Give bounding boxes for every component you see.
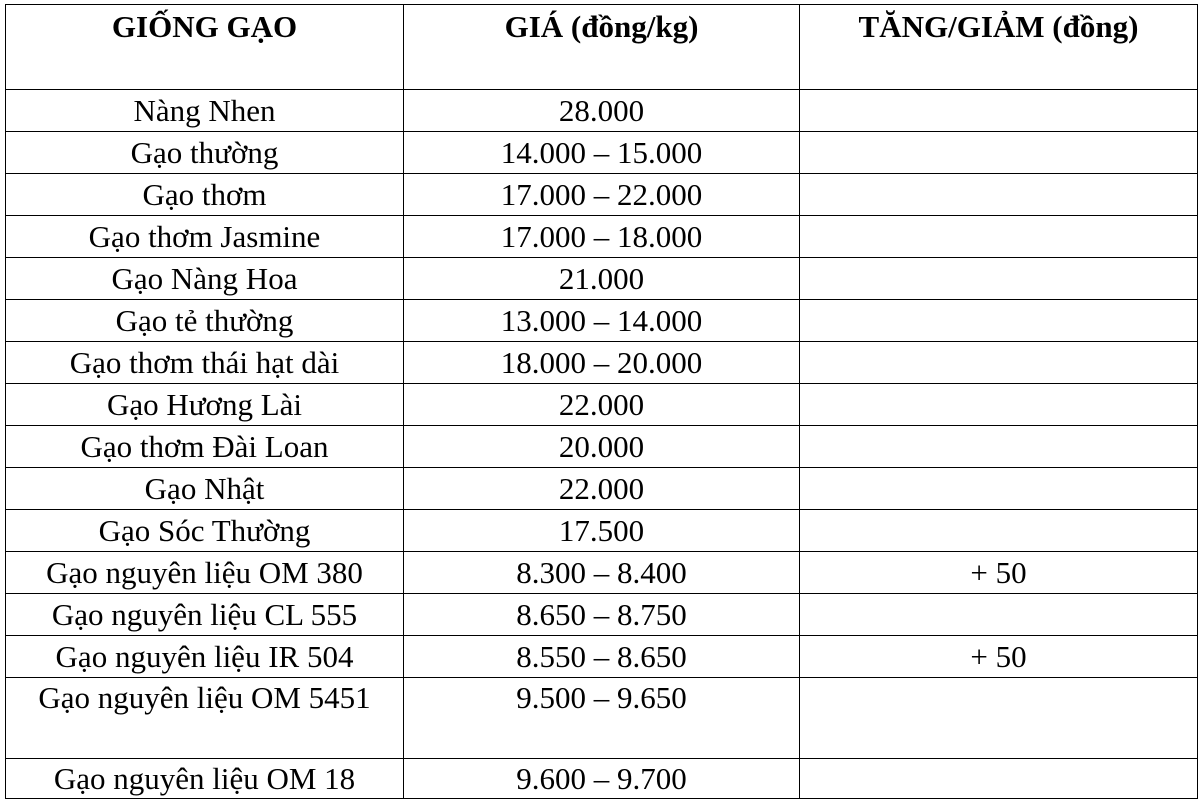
rice-price-table: [5, 4, 1198, 799]
table-row: [6, 510, 1198, 552]
price-cell: 9.500 – 9.650: [404, 678, 800, 759]
variety-cell: Gạo thường: [6, 132, 404, 174]
table-row: [6, 90, 1198, 132]
change-cell: + 50: [800, 636, 1198, 678]
price-cell: 22.000: [404, 384, 800, 426]
change-cell: [800, 300, 1198, 342]
header-price: GIÁ (đồng/kg): [404, 5, 800, 90]
header-variety: GIỐNG GẠO: [6, 5, 404, 90]
table-row: [6, 258, 1198, 300]
change-cell: [800, 510, 1198, 552]
table-row: [6, 384, 1198, 426]
change-cell: [800, 594, 1198, 636]
price-cell: 17.500: [404, 510, 800, 552]
price-cell: 9.600 – 9.700: [404, 759, 800, 799]
price-cell: 21.000: [404, 258, 800, 300]
variety-cell: Nàng Nhen: [6, 90, 404, 132]
change-cell: [800, 342, 1198, 384]
table-row: [6, 132, 1198, 174]
variety-cell: Gạo tẻ thường: [6, 300, 404, 342]
price-cell: 17.000 – 22.000: [404, 174, 800, 216]
header-row: [6, 5, 1198, 90]
price-cell: 28.000: [404, 90, 800, 132]
price-cell: 8.550 – 8.650: [404, 636, 800, 678]
table-row: [6, 678, 1198, 759]
table-row: [6, 342, 1198, 384]
variety-cell: Gạo thơm: [6, 174, 404, 216]
table-row: [6, 759, 1198, 799]
change-cell: [800, 258, 1198, 300]
variety-cell: Gạo thơm thái hạt dài: [6, 342, 404, 384]
change-cell: [800, 174, 1198, 216]
change-cell: [800, 132, 1198, 174]
table-row: [6, 174, 1198, 216]
variety-cell: Gạo thơm Đài Loan: [6, 426, 404, 468]
table-row: [6, 636, 1198, 678]
change-cell: [800, 678, 1198, 759]
table-row: [6, 300, 1198, 342]
table-row: [6, 594, 1198, 636]
change-cell: [800, 759, 1198, 799]
change-cell: [800, 468, 1198, 510]
variety-cell: Gạo nguyên liệu CL 555: [6, 594, 404, 636]
table-row: [6, 426, 1198, 468]
variety-cell: Gạo Hương Lài: [6, 384, 404, 426]
price-cell: 17.000 – 18.000: [404, 216, 800, 258]
change-cell: [800, 90, 1198, 132]
variety-cell: Gạo thơm Jasmine: [6, 216, 404, 258]
price-cell: 20.000: [404, 426, 800, 468]
price-cell: 22.000: [404, 468, 800, 510]
variety-cell: Gạo nguyên liệu OM 380: [6, 552, 404, 594]
header-change: TĂNG/GIẢM (đồng): [800, 5, 1198, 90]
change-cell: [800, 216, 1198, 258]
variety-cell: Gạo Nàng Hoa: [6, 258, 404, 300]
price-cell: 14.000 – 15.000: [404, 132, 800, 174]
table-row: [6, 216, 1198, 258]
variety-cell: Gạo Nhật: [6, 468, 404, 510]
change-cell: [800, 384, 1198, 426]
table-row: [6, 468, 1198, 510]
price-cell: 18.000 – 20.000: [404, 342, 800, 384]
price-cell: 13.000 – 14.000: [404, 300, 800, 342]
price-cell: 8.300 – 8.400: [404, 552, 800, 594]
variety-cell: Gạo nguyên liệu OM 5451: [6, 678, 404, 759]
change-cell: [800, 426, 1198, 468]
variety-cell: Gạo Sóc Thường: [6, 510, 404, 552]
change-cell: + 50: [800, 552, 1198, 594]
price-cell: 8.650 – 8.750: [404, 594, 800, 636]
table-row: [6, 552, 1198, 594]
variety-cell: Gạo nguyên liệu OM 18: [6, 759, 404, 799]
variety-cell: Gạo nguyên liệu IR 504: [6, 636, 404, 678]
